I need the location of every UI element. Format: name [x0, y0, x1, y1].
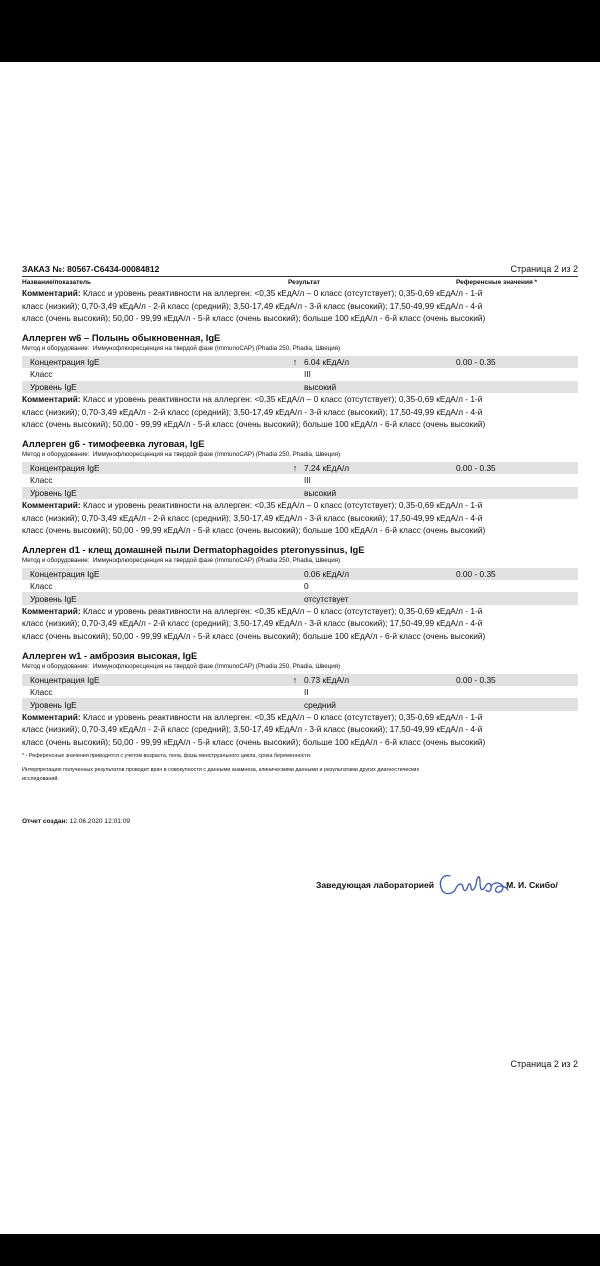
- concentration-value: 7.24 кЕдА/л: [304, 462, 350, 473]
- class-value: III: [304, 475, 311, 486]
- comment-label: Комментарий:: [22, 605, 81, 616]
- signature-name: М. И. Скибо/: [506, 880, 558, 890]
- reference-range: 0.00 - 0.35: [456, 568, 496, 579]
- class-row: [22, 686, 578, 698]
- comment-line: класс (низкий); 0,70-3,49 кЕдА/л - 2-й класс (средний); 3,50-17,49 кЕдА/л - 3-й класс (высокий); 17,50-49,99 кЕдА/л - 4-й: [22, 300, 483, 311]
- comment-line: класс (очень высокий); 50,00 - 99,99 кЕдА/л - 5-й класс (очень высокий); больше 100 кЕдА/л - 6-й класс (очень высокий): [22, 419, 486, 430]
- signature-title: Заведующая лабораторией: [316, 880, 435, 890]
- concentration-row: [22, 568, 578, 580]
- comment-line: класс (очень высокий); 50,00 - 99,99 кЕдА/л - 5-й класс (очень высокий); больше 100 кЕдА/л - 6-й класс (очень высокий): [22, 525, 486, 536]
- phone-navigation-bar: [0, 1234, 600, 1266]
- comment-line: Класс и уровень реактивности на аллерген: <0,35 кЕдА/л – 0 класс (отсутствует); 0,35-0,69 кЕдА/л - 1-й: [82, 711, 483, 722]
- concentration-value: 0.73 кЕдА/л: [304, 674, 350, 685]
- allergen-block: [22, 544, 578, 643]
- created-label: Отчет создан:: [22, 818, 68, 825]
- handwritten-signature-icon: [436, 870, 510, 900]
- comment-block: [22, 287, 578, 325]
- method-line: [22, 556, 578, 565]
- method-line: [22, 662, 578, 671]
- report-header: [22, 264, 578, 274]
- comment-line: Класс и уровень реактивности на аллерген: <0,35 кЕдА/л – 0 класс (отсутствует); 0,35-0,69 кЕдА/л - 1-й: [82, 393, 483, 404]
- comment-block: [22, 499, 578, 537]
- level-value: средний: [304, 699, 336, 710]
- col-result-header: Результат: [288, 278, 320, 286]
- comment-line: класс (низкий); 0,70-3,49 кЕдА/л - 2-й класс (средний); 3,50-17,49 кЕдА/л - 3-й класс (высокий); 17,50-49,99 кЕдА/л - 4-й: [22, 406, 483, 417]
- report-created: [22, 818, 130, 825]
- reference-range: 0.00 - 0.35: [456, 674, 496, 685]
- method-line: [22, 344, 578, 353]
- level-value: высокий: [304, 381, 337, 392]
- comment-label: Комментарий:: [22, 499, 81, 510]
- comment-line: Класс и уровень реактивности на аллерген: <0,35 кЕдА/л – 0 класс (отсутствует); 0,35-0,69 кЕдА/л - 1-й: [82, 288, 483, 298]
- interpretation-note: Интерпретацию полученных результатов проводит врач в совокупности с данными анамнеза, клиническими данными и результатами других диагностических исследований.: [22, 766, 420, 782]
- comment-label: Комментарий:: [22, 393, 81, 404]
- allergen-title: Аллерген w1 - амброзия высокая, IgE: [22, 649, 198, 661]
- reference-footnote: * - Референсные значения приводятся с учетом возраста, пола, фазы менструального цикла, срока беременности.: [22, 752, 312, 759]
- method-text: Иммунофлюоресценция на твердой фазе (ImmunoCAP) (Phadia 250, Phadia, Швеция): [92, 344, 341, 352]
- comment-line: класс (очень высокий); 50,00 - 99,99 кЕдА/л - 5-й класс (очень высокий); больше 100 кЕдА/л - 6-й класс (очень высокий): [22, 631, 486, 642]
- comment-block: [22, 711, 578, 749]
- method-label: Метод и оборудование:: [22, 556, 90, 564]
- reference-range: 0.00 - 0.35: [456, 356, 496, 367]
- allergen-block: [22, 650, 578, 749]
- method-label: Метод и оборудование:: [22, 450, 90, 458]
- method-text: Иммунофлюоресценция на твердой фазе (ImmunoCAP) (Phadia 250, Phadia, Швеция): [92, 450, 341, 458]
- method-label: Метод и оборудование:: [22, 344, 90, 352]
- row-label: Уровень IgE: [30, 487, 77, 498]
- lab-report: [22, 264, 578, 784]
- footer-page-counter: Страница 2 из 2: [510, 1059, 578, 1069]
- method-text: Иммунофлюоресценция на твердой фазе (ImmunoCAP) (Phadia 250, Phadia, Швеция): [92, 662, 341, 670]
- comment-line: класс (низкий); 0,70-3,49 кЕдА/л - 2-й класс (средний); 3,50-17,49 кЕдА/л - 3-й класс (высокий); 17,50-49,99 кЕдА/л - 4-й: [22, 618, 483, 629]
- col-ref-header: Референсные значения *: [456, 278, 538, 286]
- class-row: [22, 474, 578, 486]
- phone-status-bar: [0, 0, 600, 62]
- comment-line: класс (очень высокий); 50,00 - 99,99 кЕдА/л - 5-й класс (очень высокий); больше 100 кЕдА/л - 6-й класс (очень высокий): [22, 737, 486, 747]
- increase-arrow-icon: ↑: [292, 674, 298, 685]
- allergen-block: [22, 332, 578, 431]
- row-label: Концентрация IgE: [30, 674, 100, 685]
- row-label: Уровень IgE: [30, 593, 77, 604]
- comment-line: класс (низкий); 0,70-3,49 кЕдА/л - 2-й класс (средний); 3,50-17,49 кЕдА/л - 3-й класс (высокий); 17,50-49,99 кЕдА/л - 4-й: [22, 724, 483, 735]
- order-number: ЗАКАЗ №: 80567-С6434-00084812: [22, 264, 160, 274]
- concentration-row: [22, 674, 578, 686]
- level-row: [22, 698, 578, 710]
- created-value: 12.06.2020 12:01:09: [69, 818, 131, 825]
- level-row: [22, 487, 578, 499]
- comment-block: [22, 605, 578, 643]
- method-line: [22, 450, 578, 459]
- method-label: Метод и оборудование:: [22, 662, 90, 670]
- class-value: III: [304, 369, 311, 380]
- comment-label: Комментарий:: [22, 711, 81, 722]
- row-label: Класс: [30, 475, 53, 486]
- allergen-title: Аллерген w6 – Полынь обыкновенная, IgE: [22, 331, 221, 343]
- comment-block: [22, 393, 578, 431]
- class-value: II: [304, 687, 309, 698]
- comment-line: Класс и уровень реактивности на аллерген: <0,35 кЕдА/л – 0 класс (отсутствует); 0,35-0,69 кЕдА/л - 1-й: [82, 499, 483, 510]
- row-label: Класс: [30, 369, 53, 380]
- row-label: Концентрация IgE: [30, 462, 100, 473]
- class-row: [22, 580, 578, 592]
- level-row: [22, 381, 578, 393]
- comment-line: класс (низкий); 0,70-3,49 кЕдА/л - 2-й класс (средний); 3,50-17,49 кЕдА/л - 3-й класс (высокий); 17,50-49,99 кЕдА/л - 4-й: [22, 512, 483, 523]
- comment-line: класс (очень высокий); 50,00 - 99,99 кЕдА/л - 5-й класс (очень высокий); больше 100 кЕдА/л - 6-й класс (очень высокий): [22, 313, 486, 324]
- concentration-row: [22, 462, 578, 474]
- page-counter: Страница 2 из 2: [510, 264, 578, 274]
- increase-arrow-icon: ↑: [292, 462, 298, 473]
- level-value: отсутствует: [304, 593, 349, 604]
- col-name-header: Название/показатель: [22, 278, 92, 286]
- allergen-title: Аллерген d1 - клещ домашней пыли Dermatophagoides pteronyssinus, IgE: [22, 543, 365, 555]
- concentration-row: [22, 356, 578, 368]
- row-label: Класс: [30, 581, 53, 592]
- concentration-value: 0.06 кЕдА/л: [304, 568, 350, 579]
- class-value: 0: [304, 581, 309, 592]
- comment-label: Комментарий:: [22, 288, 81, 298]
- allergen-title: Аллерген g6 - тимофеевка луговая, IgE: [22, 437, 205, 449]
- row-label: Концентрация IgE: [30, 356, 100, 367]
- level-value: высокий: [304, 487, 337, 498]
- signature-block: [316, 870, 558, 900]
- allergen-block: [22, 438, 578, 537]
- method-text: Иммунофлюоресценция на твердой фазе (ImmunoCAP) (Phadia 250, Phadia, Швеция): [92, 556, 341, 564]
- level-row: [22, 592, 578, 604]
- row-label: Уровень IgE: [30, 699, 77, 710]
- comment-line: Класс и уровень реактивности на аллерген: <0,35 кЕдА/л – 0 класс (отсутствует); 0,35-0,69 кЕдА/л - 1-й: [82, 605, 483, 616]
- concentration-value: 6.04 кЕдА/л: [304, 356, 350, 367]
- row-label: Уровень IgE: [30, 381, 77, 392]
- row-label: Класс: [30, 687, 53, 698]
- increase-arrow-icon: ↑: [292, 356, 298, 367]
- allergen-list: [22, 332, 578, 749]
- reference-range: 0.00 - 0.35: [456, 462, 496, 473]
- column-headers: [22, 277, 578, 287]
- class-row: [22, 368, 578, 380]
- row-label: Концентрация IgE: [30, 568, 100, 579]
